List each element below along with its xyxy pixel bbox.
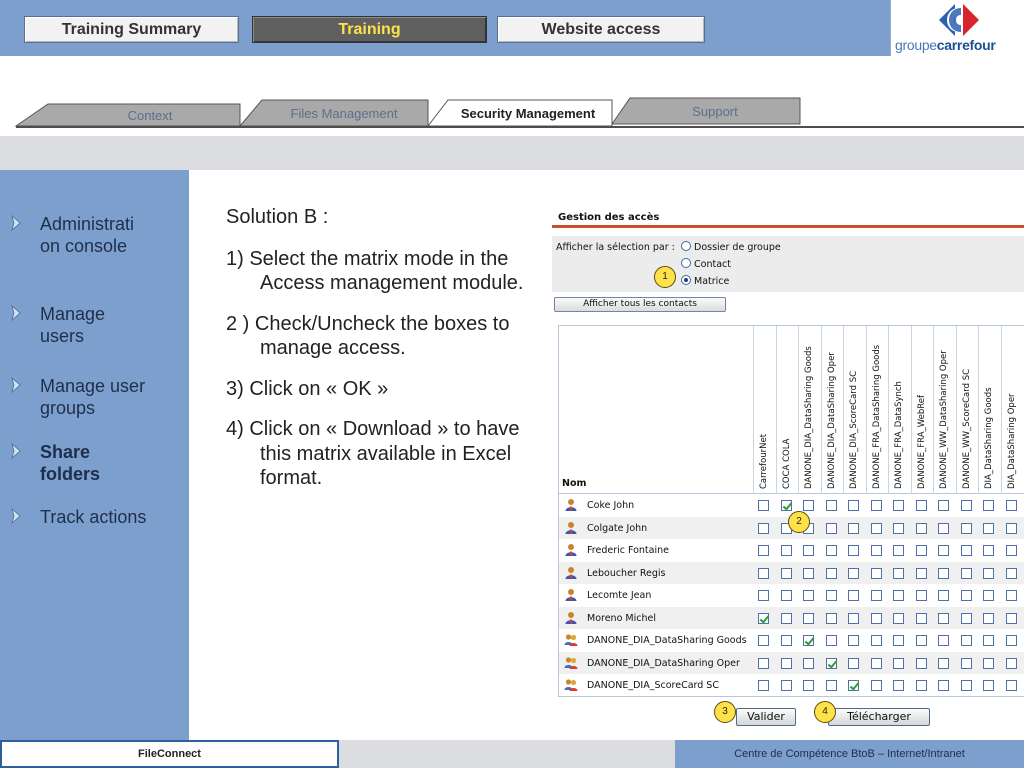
column-divider (843, 326, 844, 494)
access-checkbox-checked[interactable] (781, 500, 792, 511)
access-checkbox[interactable] (848, 568, 859, 579)
tab-training-summary[interactable]: Training Summary (24, 16, 239, 43)
show-all-contacts-button[interactable]: Afficher tous les contacts (554, 297, 726, 312)
access-checkbox[interactable] (803, 590, 814, 601)
user-icon (564, 588, 578, 602)
access-checkbox[interactable] (893, 545, 904, 556)
access-checkbox[interactable] (826, 500, 837, 511)
carrefour-logo (890, 0, 1024, 56)
column-header-label: DIA_DataSharing Oper (1006, 393, 1017, 489)
access-checkbox[interactable] (871, 658, 882, 669)
table-row (559, 674, 1024, 697)
column-header (1007, 329, 1019, 489)
access-checkbox[interactable] (1006, 500, 1017, 511)
user-icon (564, 566, 578, 580)
column-divider (888, 326, 889, 494)
radio-group-folder[interactable] (681, 241, 781, 253)
access-checkbox[interactable] (758, 500, 769, 511)
access-checkbox[interactable] (758, 545, 769, 556)
callout-4: 4 (814, 701, 836, 723)
access-checkbox[interactable] (781, 658, 792, 669)
subtab-support[interactable]: Support (692, 104, 738, 119)
access-checkbox[interactable] (848, 500, 859, 511)
subtab-context[interactable]: Context (127, 108, 173, 123)
radio-button-selected[interactable] (681, 275, 691, 285)
table-row (559, 652, 1024, 675)
column-divider (1001, 326, 1002, 494)
access-checkbox[interactable] (848, 523, 859, 534)
column-divider (956, 326, 957, 494)
column-divider (798, 326, 799, 494)
selection-filter (552, 236, 1024, 292)
sidebar (0, 170, 189, 740)
user-icon (564, 543, 578, 557)
access-checkbox[interactable] (983, 658, 994, 669)
access-checkbox[interactable] (803, 680, 814, 691)
access-checkbox[interactable] (983, 590, 994, 601)
subtab-files-management[interactable]: Files Management (290, 106, 398, 121)
access-checkbox[interactable] (1006, 680, 1017, 691)
column-divider (933, 326, 934, 494)
table-row (559, 607, 1024, 630)
access-checkbox[interactable] (983, 545, 994, 556)
column-header-label: COCA COLA (781, 438, 792, 489)
access-checkbox[interactable] (871, 590, 882, 601)
access-checkbox[interactable] (893, 613, 904, 624)
column-header (894, 329, 906, 489)
subtab-security-management[interactable]: Security Management (460, 106, 596, 121)
column-divider (911, 326, 912, 494)
column-header (759, 329, 771, 489)
column-header-label: DANONE_FRA_WebRef (916, 394, 927, 489)
radio-label: Matrice (694, 276, 730, 287)
radio-label: Contact (694, 259, 731, 270)
logo-wordmark: groupecarrefour (895, 37, 996, 53)
chevron-right-icon (11, 215, 21, 231)
access-checkbox[interactable] (916, 635, 927, 646)
sidebar-item-label: Manage user groups (40, 376, 146, 418)
access-checkbox[interactable] (961, 500, 972, 511)
chevron-right-icon (11, 305, 21, 321)
column-header-label: DANONE_DIA_ScoreCard SC (849, 370, 859, 489)
row-name: Moreno Michel (587, 612, 656, 624)
column-divider (866, 326, 867, 494)
access-checkbox[interactable] (848, 545, 859, 556)
access-checkbox[interactable] (983, 680, 994, 691)
row-name: Colgate John (587, 522, 648, 534)
access-checkbox[interactable] (961, 590, 972, 601)
access-checkbox[interactable] (871, 523, 882, 534)
access-checkbox[interactable] (826, 568, 837, 579)
access-checkbox[interactable] (803, 545, 814, 556)
user-icon (564, 498, 578, 512)
access-checkbox[interactable] (893, 590, 904, 601)
access-checkbox[interactable] (938, 613, 949, 624)
sub-nav-baseline (16, 126, 1024, 128)
callout-1: 1 (654, 266, 676, 288)
access-checkbox[interactable] (781, 590, 792, 601)
access-checkbox[interactable] (961, 658, 972, 669)
access-checkbox[interactable] (826, 680, 837, 691)
access-checkbox[interactable] (893, 680, 904, 691)
access-checkbox[interactable] (781, 613, 792, 624)
access-checkbox[interactable] (983, 500, 994, 511)
radio-label: Dossier de groupe (694, 242, 781, 253)
table-row (559, 629, 1024, 652)
column-header (939, 329, 951, 489)
access-checkbox[interactable] (961, 613, 972, 624)
footer-spacer (339, 740, 675, 768)
access-checkbox[interactable] (893, 568, 904, 579)
access-checkbox[interactable] (938, 635, 949, 646)
column-divider (753, 326, 754, 494)
access-checkbox[interactable] (983, 523, 994, 534)
column-header (827, 329, 839, 489)
access-checkbox-checked[interactable] (758, 613, 769, 624)
access-checkbox[interactable] (893, 635, 904, 646)
access-checkbox[interactable] (758, 568, 769, 579)
access-checkbox[interactable] (916, 590, 927, 601)
column-header (804, 329, 816, 489)
row-name: Frederic Fontaine (587, 545, 669, 556)
top-nav-bar (0, 0, 890, 56)
access-checkbox[interactable] (758, 635, 769, 646)
access-checkbox[interactable] (826, 590, 837, 601)
access-checkbox-checked[interactable] (803, 635, 814, 646)
access-checkbox[interactable] (983, 613, 994, 624)
access-checkbox[interactable] (803, 613, 814, 624)
name-column-header: Nom (562, 478, 587, 489)
access-checkbox[interactable] (916, 500, 927, 511)
access-checkbox[interactable] (781, 545, 792, 556)
access-checkbox[interactable] (871, 635, 882, 646)
access-checkbox[interactable] (916, 523, 927, 534)
tab-training[interactable]: Training (252, 16, 487, 43)
instruction-step: 1) Select the matrix mode in the Access management module. (226, 247, 524, 294)
sidebar-item-manage-users[interactable] (0, 303, 189, 349)
sidebar-item-administration-console[interactable] (0, 213, 189, 259)
access-checkbox[interactable] (1006, 658, 1017, 669)
access-checkbox[interactable] (961, 545, 972, 556)
access-management-screenshot (552, 205, 1024, 730)
column-header (984, 329, 996, 489)
download-button[interactable]: Télécharger (828, 708, 930, 726)
group-icon (564, 678, 578, 692)
row-name: Lecomte Jean (587, 590, 652, 601)
footer-app-name: FileConnect (0, 740, 339, 768)
column-header-label: DIA_DataSharing Goods (984, 387, 994, 489)
title-underline (552, 225, 1024, 228)
access-checkbox[interactable] (916, 545, 927, 556)
access-checkbox[interactable] (1006, 568, 1017, 579)
sub-tabs-shapes (0, 56, 1024, 136)
access-checkbox[interactable] (758, 658, 769, 669)
column-divider (978, 326, 979, 494)
column-header-label: CarrefourNet (759, 433, 769, 489)
access-checkbox[interactable] (826, 523, 837, 534)
access-checkbox[interactable] (871, 568, 882, 579)
access-checkbox[interactable] (871, 613, 882, 624)
access-checkbox[interactable] (1006, 545, 1017, 556)
row-name: DANONE_DIA_DataSharing Oper (587, 657, 740, 669)
access-matrix (558, 325, 1024, 697)
access-checkbox[interactable] (848, 590, 859, 601)
column-header-label: DANONE_FRA_DataSynch (894, 381, 904, 489)
access-checkbox-checked[interactable] (826, 658, 837, 669)
access-checkbox[interactable] (916, 680, 927, 691)
access-checkbox[interactable] (781, 568, 792, 579)
access-checkbox[interactable] (893, 658, 904, 669)
table-row (559, 584, 1024, 607)
access-checkbox[interactable] (961, 568, 972, 579)
row-name: DANONE_DIA_ScoreCard SC (587, 680, 719, 691)
column-divider (776, 326, 777, 494)
access-checkbox[interactable] (781, 680, 792, 691)
access-checkbox[interactable] (938, 590, 949, 601)
access-checkbox[interactable] (961, 680, 972, 691)
instruction-step: 2 ) Check/Uncheck the boxes to manage access. (226, 312, 510, 359)
chevron-right-icon (11, 508, 21, 524)
chevron-right-icon (11, 377, 21, 393)
access-checkbox[interactable] (938, 500, 949, 511)
access-checkbox[interactable] (803, 568, 814, 579)
access-checkbox[interactable] (871, 545, 882, 556)
access-checkbox[interactable] (1006, 613, 1017, 624)
radio-button[interactable] (681, 258, 691, 268)
column-header-label: DANONE_WW_ScoreCard SC (961, 368, 972, 489)
access-checkbox[interactable] (803, 500, 814, 511)
instructions (226, 205, 546, 507)
callout-2: 2 (788, 511, 810, 533)
sidebar-item-label: Track actions (40, 507, 147, 527)
sidebar-item-manage-user-groups[interactable] (0, 375, 189, 421)
access-checkbox[interactable] (803, 658, 814, 669)
column-header (849, 329, 861, 489)
column-header-label: DANONE_WW_DataSharing Oper (939, 350, 949, 489)
filter-label: Afficher la sélection par : (556, 242, 675, 253)
access-checkbox[interactable] (916, 613, 927, 624)
access-checkbox[interactable] (983, 568, 994, 579)
access-checkbox[interactable] (758, 523, 769, 534)
sidebar-item-track-actions[interactable] (0, 506, 189, 552)
sidebar-item-label: Administrati on console (40, 214, 135, 256)
access-checkbox[interactable] (781, 635, 792, 646)
access-checkbox[interactable] (938, 568, 949, 579)
group-icon (564, 633, 578, 647)
column-header-label: DANONE_DIA_DataSharing Goods (804, 346, 814, 489)
access-checkbox[interactable] (938, 680, 949, 691)
access-checkbox[interactable] (848, 658, 859, 669)
row-name: Leboucher Regis (587, 567, 666, 579)
access-checkbox[interactable] (983, 635, 994, 646)
access-checkbox[interactable] (826, 613, 837, 624)
access-checkbox[interactable] (938, 658, 949, 669)
access-checkbox[interactable] (848, 613, 859, 624)
radio-button[interactable] (681, 241, 691, 251)
access-management-title: Gestion des accès (558, 212, 660, 223)
instruction-step: 3) Click on « OK » (226, 377, 389, 400)
instructions-heading: Solution B : (226, 206, 329, 228)
access-checkbox[interactable] (758, 590, 769, 601)
access-checkbox[interactable] (893, 500, 904, 511)
matrix-header (559, 326, 1024, 494)
access-checkbox[interactable] (826, 545, 837, 556)
sidebar-item-label: Manage users (40, 304, 106, 346)
access-checkbox[interactable] (848, 635, 859, 646)
column-header-label: DANONE_FRA_DataSharing Goods (871, 344, 882, 489)
column-header (962, 329, 974, 489)
access-checkbox[interactable] (961, 523, 972, 534)
validate-button[interactable]: Valider (736, 708, 796, 726)
row-name: DANONE_DIA_DataSharing Goods (587, 635, 747, 646)
radio-contact[interactable] (681, 258, 731, 270)
sidebar-item-label: Share folders (40, 442, 101, 484)
radio-matrix[interactable] (681, 275, 729, 287)
header-grey-band (0, 136, 1024, 170)
access-checkbox[interactable] (826, 635, 837, 646)
access-checkbox[interactable] (1006, 635, 1017, 646)
access-checkbox-checked[interactable] (848, 680, 859, 691)
table-row (559, 562, 1024, 585)
column-header (872, 329, 884, 489)
callout-3: 3 (714, 701, 736, 723)
access-checkbox[interactable] (871, 500, 882, 511)
row-name: Coke John (587, 500, 635, 511)
column-divider (821, 326, 822, 494)
access-checkbox[interactable] (1006, 523, 1017, 534)
access-checkbox[interactable] (1006, 590, 1017, 601)
access-checkbox[interactable] (961, 635, 972, 646)
tab-website-access[interactable]: Website access (497, 16, 705, 43)
instruction-step: 4) Click on « Download » to have this matrix available in Excel format. (226, 418, 520, 489)
access-checkbox[interactable] (871, 680, 882, 691)
footer-credit: Centre de Compétence BtoB – Internet/Intranet (675, 740, 1024, 768)
user-icon (564, 521, 578, 535)
user-icon (564, 611, 578, 625)
chevron-right-icon (11, 443, 21, 459)
access-checkbox[interactable] (758, 680, 769, 691)
sidebar-item-share-folders[interactable] (0, 441, 189, 487)
column-header (917, 329, 929, 489)
access-checkbox[interactable] (916, 568, 927, 579)
column-header (782, 329, 794, 489)
column-header-label: DANONE_DIA_DataSharing Oper (826, 352, 837, 489)
access-checkbox[interactable] (916, 658, 927, 669)
access-checkbox[interactable] (893, 523, 904, 534)
group-icon (564, 656, 578, 670)
carrefour-logo-icon (929, 2, 989, 38)
access-checkbox[interactable] (938, 523, 949, 534)
access-checkbox[interactable] (938, 545, 949, 556)
table-row (559, 539, 1024, 562)
